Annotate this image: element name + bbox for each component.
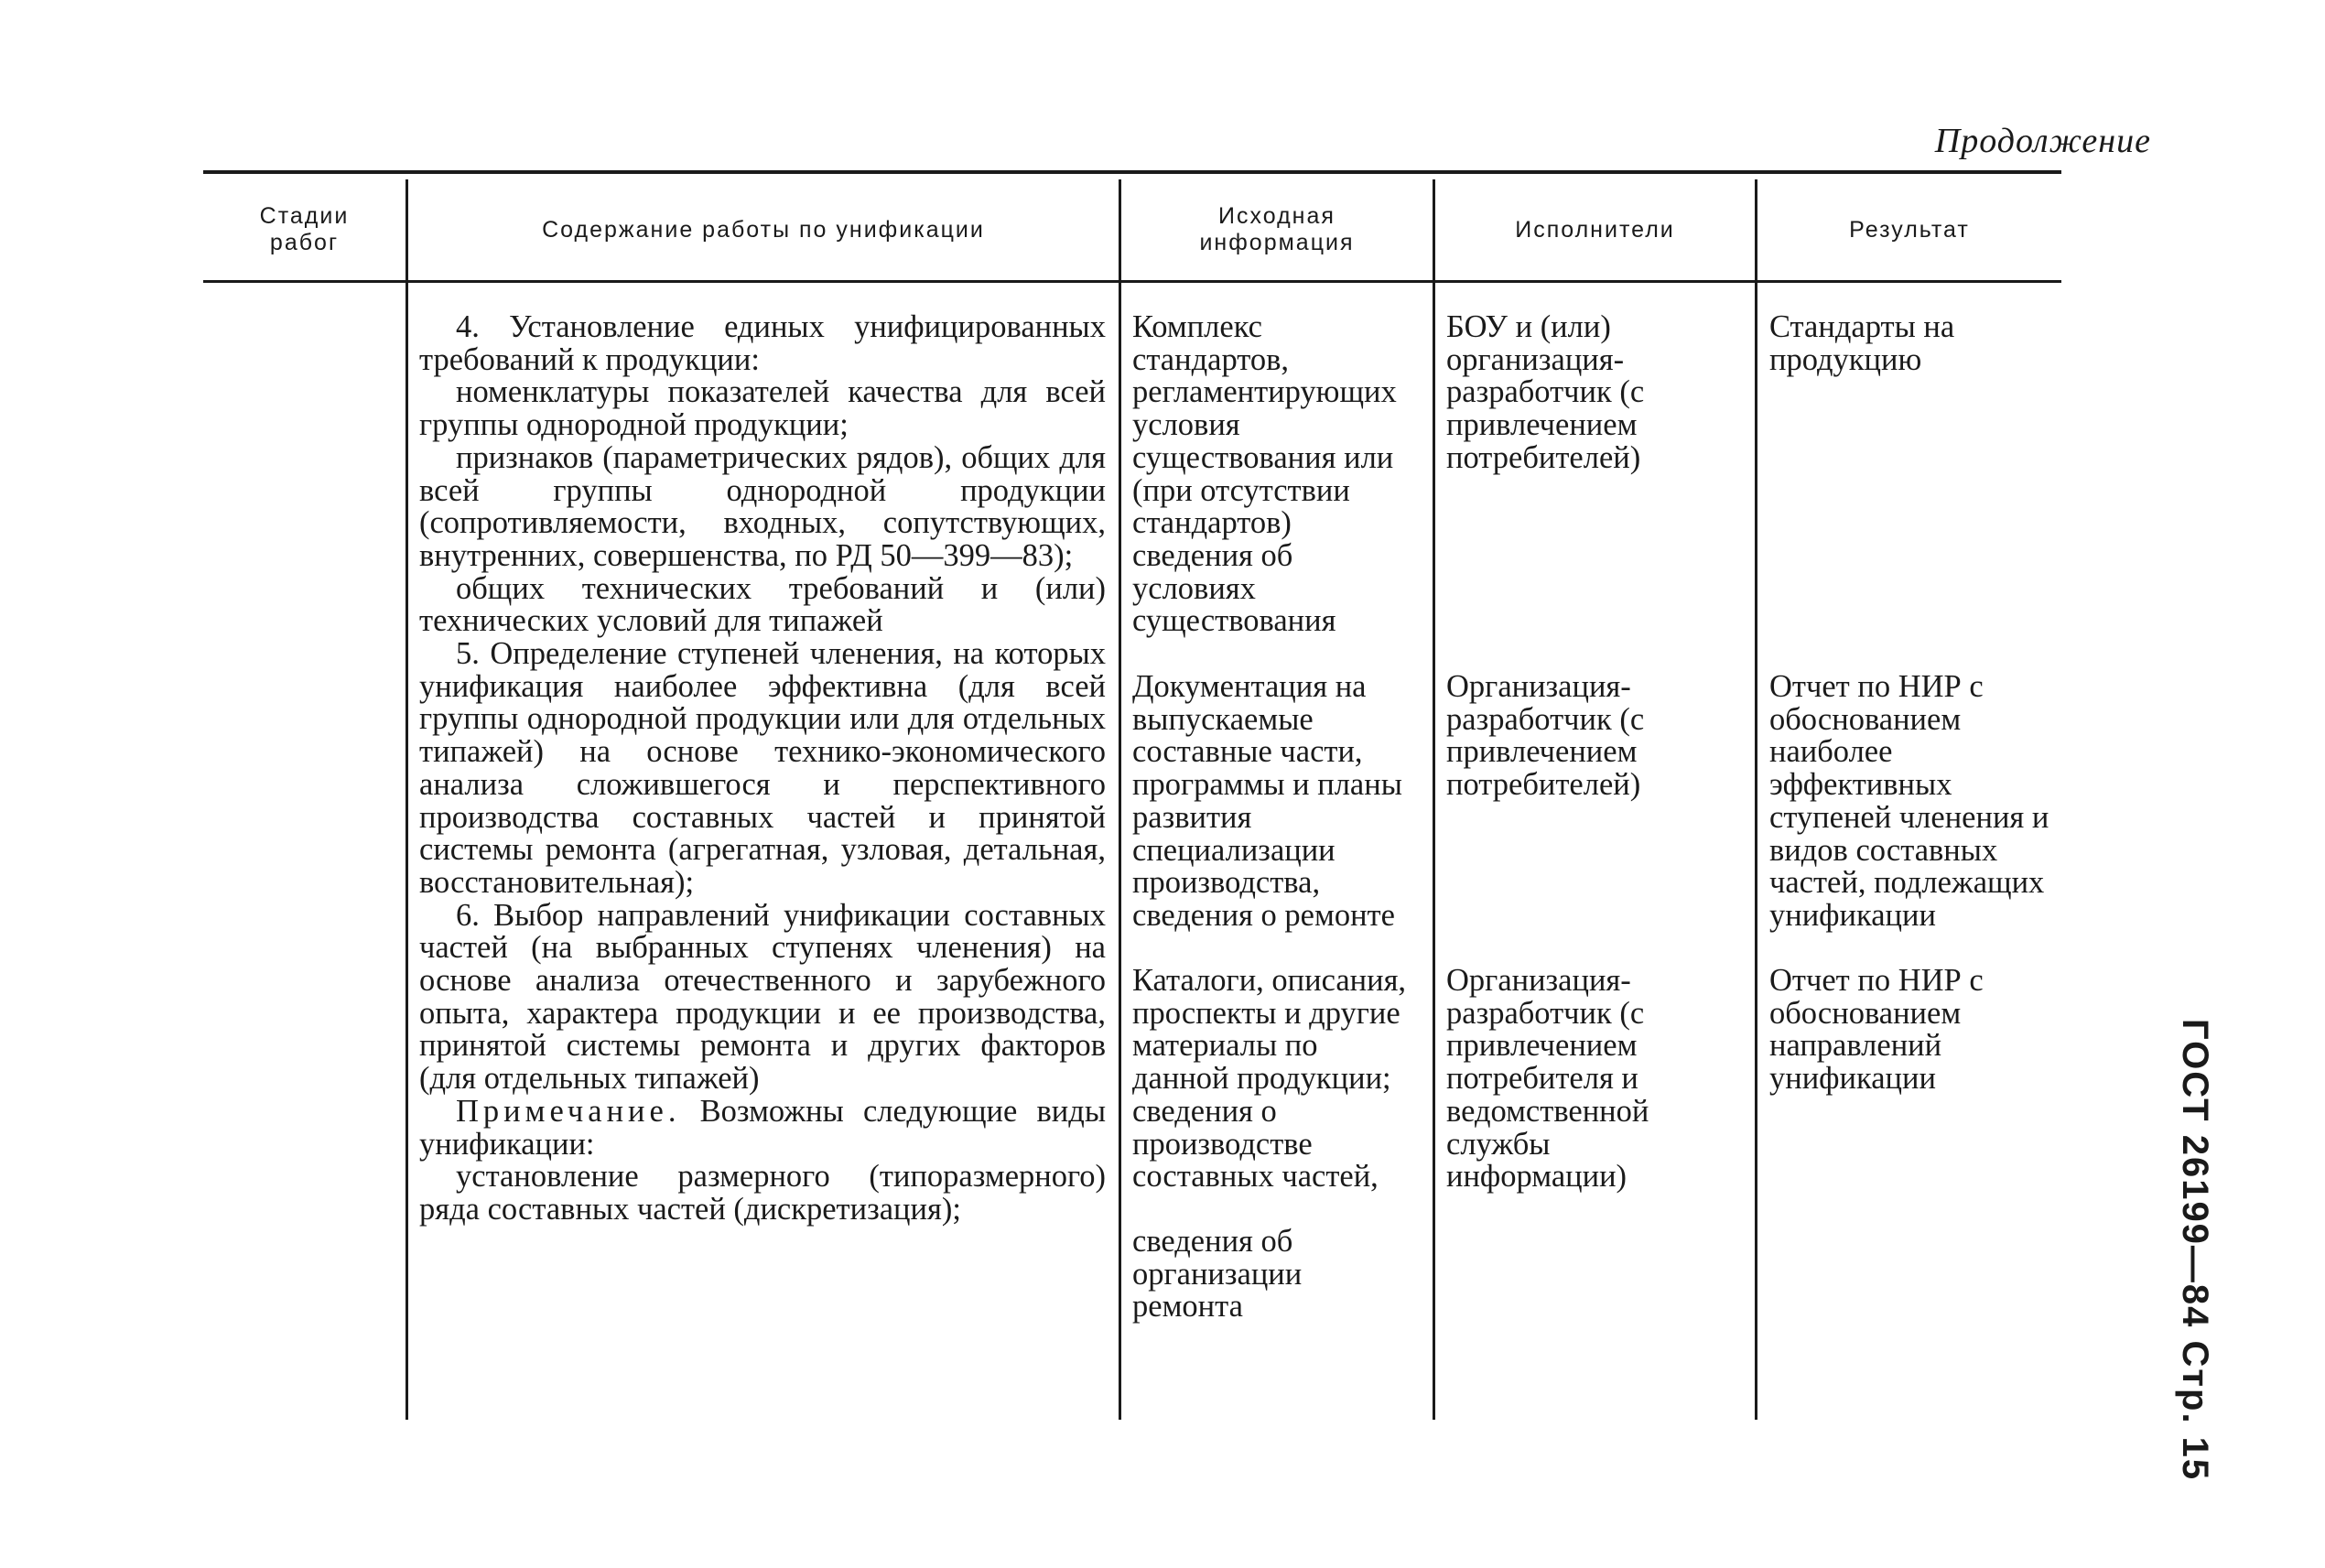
content-item-4-requirements: общих технических требований и (или) технических условий для типажей (419, 570, 1106, 639)
result-row-5: Отчет по НИР с обоснованием наиболее эффективных ступеней членения и видов составных частей, подлежащих унификации (1769, 669, 2049, 933)
source-row-4: Комплекс стандартов, регламентирующих условия существования или (при отсутствии стандартов) сведения об условиях существования (1132, 309, 1397, 639)
header-content: Содержание работы по унификации (542, 216, 985, 243)
header-source-line1: Исходная (1218, 203, 1336, 229)
performers-row-5: Организация-разработчик (с привлечением потребителей) (1446, 669, 1645, 803)
column-divider-4 (1755, 179, 1757, 1420)
content-item-4-features: признаков (параметрических рядов), общих для всей группы однородной продукции (сопротивляемости, входных, сопутствующих, внутренних, совершенства, по РД 50—399—83); (419, 439, 1106, 573)
source-row-6-repair: сведения об организации ремонта (1132, 1224, 1303, 1325)
header-source (1121, 179, 1433, 280)
side-page-label: ГОСТ 26199—84 Стр. 15 (2175, 1019, 2215, 1482)
content-item-5: 5. Определение ступеней членения, на которых унификация наиболее эффективна (для всей группы однородной продукции или для отдельных типажей) на основе технико-экономического анализа сложившегося и перспективного производства составных частей и принятой системы ремонта (агрегатная, узловая, детальная, восстановительная); (419, 636, 1106, 900)
content-item-6: 6. Выбор направлений унификации составных частей (на выбранных ступенях членения) на основе анализа отечественного и зарубежного опыта, характера продукции и ее производства, принятой системы ремонта и других факторов (для отдельных типажей) (419, 897, 1106, 1097)
source-row-6: Каталоги, описания, проспекты и другие материалы по данной продукции; сведения о производстве составных частей, (1132, 963, 1407, 1195)
content-note (419, 1093, 1106, 1162)
content-item-4: 4. Установление единых унифицированных требований к продукции: (419, 309, 1106, 377)
performers-row-4: БОУ и (или) организация-разработчик (с привлечением потребителей) (1446, 309, 1645, 475)
performers-column (1446, 311, 1730, 1410)
column-divider-3 (1433, 179, 1435, 1420)
result-row-6: Отчет по НИР с обоснованием направлений унификации (1769, 963, 1984, 1097)
performers-row-6: Организация-разработчик (с привлечением потребителя и ведомственной службы информации) (1446, 963, 1649, 1195)
content-column (419, 311, 1106, 1227)
column-divider-2 (1119, 179, 1121, 1420)
content-item-4-quality: номенклатуры показателей качества для всей группы однородной продукции; (419, 374, 1106, 443)
header-performers: Исполнители (1515, 216, 1675, 243)
table-top-rule (203, 170, 2061, 174)
note-label: Примечание. (456, 1093, 681, 1129)
source-row-5: Документация на выпускаемые составные части, программы и планы развития специализации производства, сведения о ремонте (1132, 669, 1402, 933)
content-note-item: установление размерного (типоразмерного) ряда составных частей (дискретизация); (419, 1159, 1106, 1227)
header-source-line2: информация (1199, 230, 1355, 255)
source-column (1132, 311, 1407, 1410)
column-divider-1 (406, 179, 408, 1420)
header-stage-line1: Стадии (259, 203, 350, 229)
header-stage (203, 179, 406, 280)
header-stage-line2: рабог (269, 230, 340, 255)
note-text: Возможны следующие виды унификации: (419, 1093, 1106, 1162)
result-column (1769, 311, 2081, 1410)
header-bottom-rule (203, 280, 2061, 283)
continuation-label: Продолжение (1934, 122, 2151, 160)
header-result: Результат (1849, 216, 1970, 243)
result-row-4: Стандарты на продукцию (1769, 309, 1955, 377)
